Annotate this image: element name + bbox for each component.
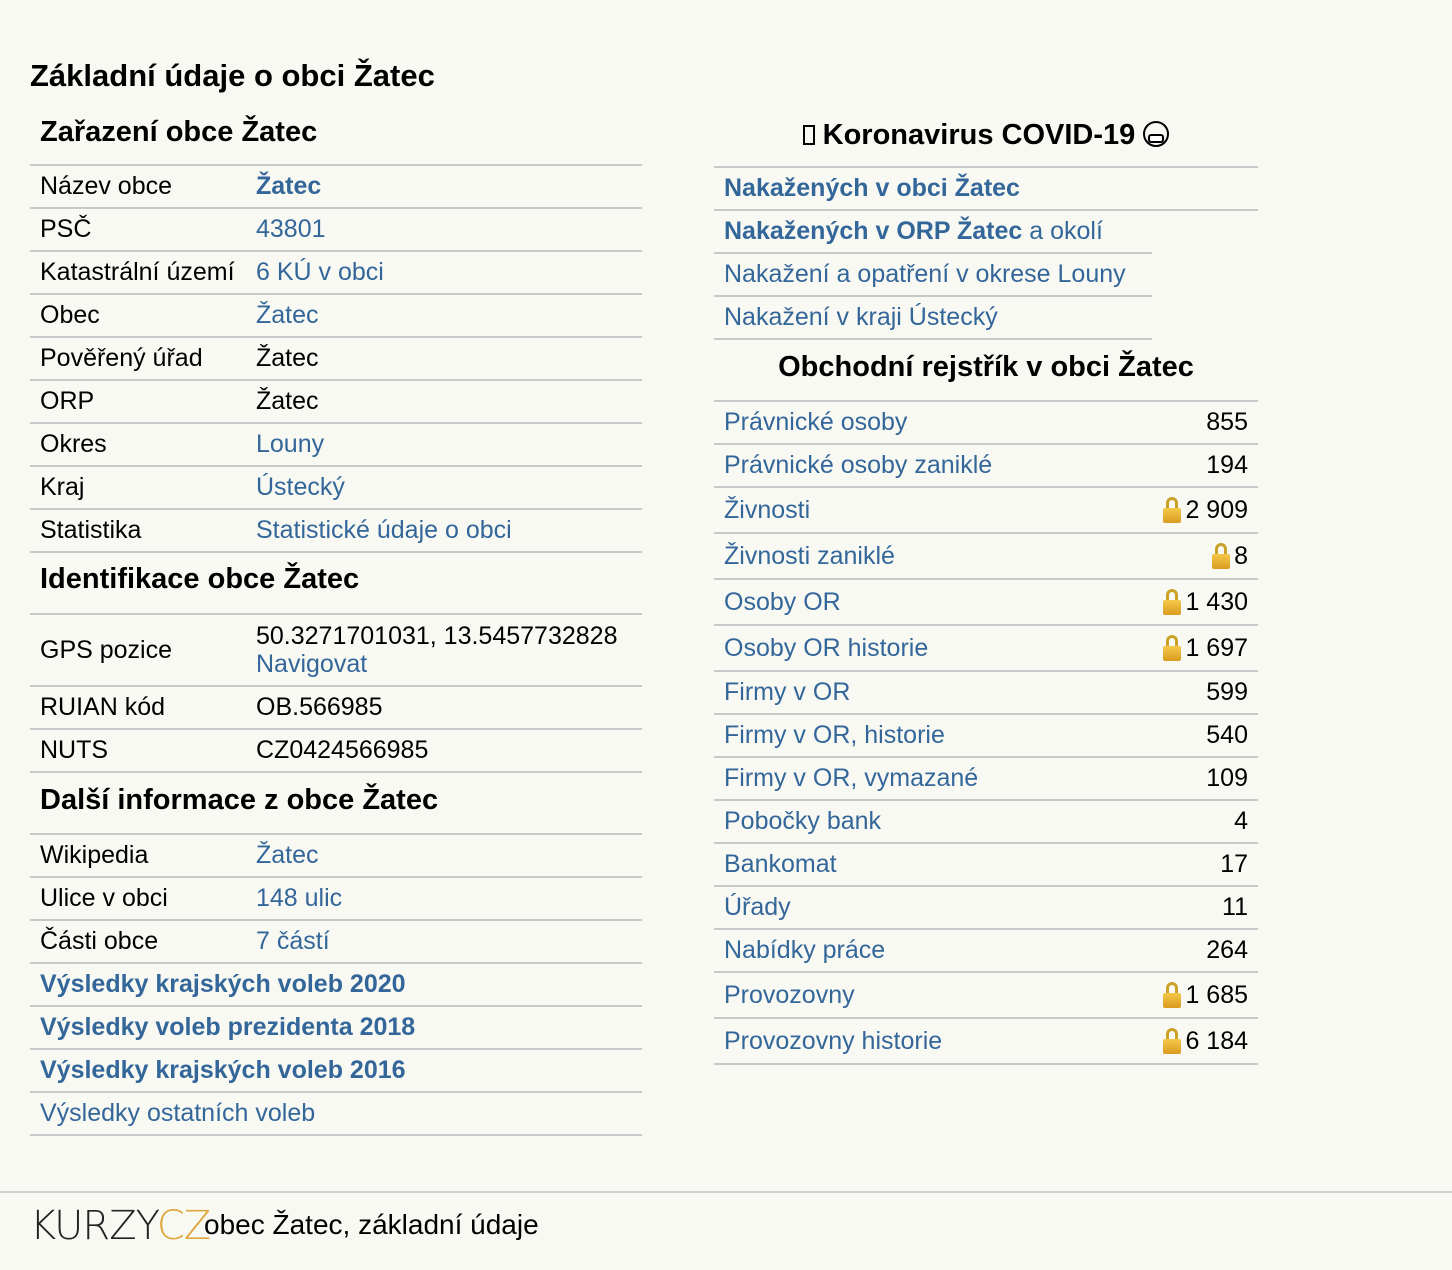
rejstrik-row[interactable] bbox=[714, 715, 1258, 758]
missing-glyph-icon bbox=[803, 125, 815, 145]
rejstrik-count bbox=[1220, 850, 1248, 879]
gps-value-cell bbox=[246, 622, 642, 678]
lock-icon bbox=[1163, 635, 1181, 661]
rejstrik-label[interactable]: Živnosti bbox=[724, 495, 811, 524]
rejstrik-count bbox=[1222, 893, 1248, 922]
lock-icon bbox=[1212, 543, 1230, 569]
row-label: Obec bbox=[40, 301, 100, 329]
info-row bbox=[30, 835, 642, 878]
count-value: 2 909 bbox=[1185, 495, 1248, 524]
nuts-value: CZ0424566985 bbox=[256, 736, 429, 764]
rejstrik-count bbox=[1163, 634, 1248, 663]
face-mask-icon bbox=[1143, 121, 1169, 147]
row-value: Žatec bbox=[256, 344, 319, 372]
rejstrik-label[interactable]: Živnosti zaniklé bbox=[724, 541, 895, 570]
count-value: 855 bbox=[1206, 408, 1248, 436]
rejstrik-label[interactable]: Právnické osoby zaniklé bbox=[724, 451, 993, 479]
count-value: 1 430 bbox=[1185, 587, 1248, 616]
row-label: Wikipedia bbox=[40, 841, 149, 869]
count-value: 109 bbox=[1206, 764, 1248, 792]
info-row bbox=[30, 878, 642, 921]
rejstrik-count bbox=[1163, 588, 1248, 617]
covid-heading-text: Koronavirus COVID-19 bbox=[822, 119, 1136, 151]
footer bbox=[0, 1191, 1452, 1270]
count-value: 194 bbox=[1206, 451, 1248, 479]
dalsi-heading: Další informace z obce Žatec bbox=[30, 773, 642, 835]
ruian-label: RUIAN kód bbox=[40, 693, 166, 721]
row-label: Kraj bbox=[40, 473, 85, 501]
rejstrik-label[interactable]: Provozovny bbox=[724, 980, 855, 1009]
rejstrik-count bbox=[1163, 1027, 1248, 1056]
count-value: 4 bbox=[1234, 807, 1248, 835]
row-label: Ulice v obci bbox=[40, 884, 168, 912]
volby-row[interactable] bbox=[30, 1007, 642, 1050]
row-label: Pověřený úřad bbox=[40, 344, 203, 372]
row-label: Název obce bbox=[40, 172, 173, 200]
rejstrik-row[interactable] bbox=[714, 973, 1258, 1019]
ruian-row bbox=[30, 687, 642, 730]
row-label: Části obce bbox=[40, 927, 159, 955]
lock-icon bbox=[1163, 589, 1181, 615]
gps-label: GPS pozice bbox=[40, 635, 173, 664]
volby-link[interactable]: Výsledky ostatních voleb bbox=[40, 1099, 316, 1127]
covid-heading bbox=[714, 110, 1258, 168]
rejstrik-label[interactable]: Firmy v OR bbox=[724, 678, 851, 706]
row-label: Okres bbox=[40, 430, 107, 458]
covid-orp-link[interactable]: Nakažených v ORP Žatec bbox=[724, 217, 1023, 245]
covid-okres-link[interactable]: Nakažení a opatření v okrese Louny bbox=[724, 260, 1126, 288]
row-label: ORP bbox=[40, 387, 95, 415]
nuts-row bbox=[30, 730, 642, 773]
row-value[interactable]: Žatec bbox=[256, 841, 319, 869]
info-row bbox=[30, 510, 642, 553]
rejstrik-row[interactable] bbox=[714, 626, 1258, 672]
left-column bbox=[30, 110, 642, 1136]
rejstrik-label[interactable]: Provozovny historie bbox=[724, 1026, 943, 1055]
row-value[interactable]: 7 částí bbox=[256, 927, 330, 955]
volby-row[interactable] bbox=[30, 1050, 642, 1093]
count-value: 1 697 bbox=[1185, 633, 1248, 662]
volby-list bbox=[30, 964, 642, 1136]
count-value: 264 bbox=[1206, 936, 1248, 964]
footer-text: obec Žatec, základní údaje bbox=[204, 1209, 539, 1240]
volby-row[interactable] bbox=[30, 1093, 642, 1136]
navigate-link[interactable]: Navigovat bbox=[256, 650, 368, 678]
rejstrik-row[interactable] bbox=[714, 580, 1258, 626]
count-value: 599 bbox=[1206, 678, 1248, 706]
info-row bbox=[30, 467, 642, 510]
rejstrik-row[interactable] bbox=[714, 445, 1258, 488]
rejstrik-label[interactable]: Pobočky bank bbox=[724, 807, 882, 835]
rejstrik-row[interactable] bbox=[714, 1019, 1258, 1065]
rejstrik-label[interactable]: Právnické osoby bbox=[724, 408, 908, 436]
rejstrik-row[interactable] bbox=[714, 887, 1258, 930]
covid-kraj-link[interactable]: Nakažení v kraji Ústecký bbox=[724, 303, 998, 331]
info-row bbox=[30, 381, 642, 424]
row-value[interactable]: Žatec bbox=[256, 301, 319, 329]
info-row bbox=[30, 252, 642, 295]
info-row bbox=[30, 295, 642, 338]
count-value: 540 bbox=[1206, 721, 1248, 749]
count-value: 8 bbox=[1234, 541, 1248, 570]
volby-link[interactable]: Výsledky krajských voleb 2016 bbox=[40, 1056, 406, 1084]
row-value[interactable]: 148 ulic bbox=[256, 884, 343, 912]
rejstrik-count bbox=[1206, 408, 1248, 437]
row-value[interactable]: Žatec bbox=[256, 172, 322, 200]
covid-obec-link[interactable]: Nakažených v obci Žatec bbox=[724, 174, 1020, 202]
rejstrik-count bbox=[1206, 764, 1248, 793]
ruian-value: OB.566985 bbox=[256, 693, 383, 721]
covid-orp-suffix[interactable]: a okolí bbox=[1022, 217, 1103, 245]
identifikace-heading: Identifikace obce Žatec bbox=[30, 553, 642, 615]
logo-kurzy: KURZY bbox=[30, 1203, 157, 1249]
gps-coordinates: 50.3271701031, 13.5457732828 bbox=[256, 622, 618, 650]
count-value: 11 bbox=[1222, 893, 1248, 921]
rejstrik-count bbox=[1206, 678, 1248, 707]
row-label: Katastrální území bbox=[40, 258, 235, 286]
nuts-label: NUTS bbox=[40, 736, 109, 764]
lock-icon bbox=[1163, 497, 1181, 523]
rejstrik-count bbox=[1163, 496, 1248, 525]
row-value[interactable]: 6 KÚ v obci bbox=[256, 258, 384, 286]
info-row bbox=[30, 209, 642, 252]
row-value[interactable]: Ústecký bbox=[256, 473, 345, 501]
row-value[interactable]: Statistické údaje o obci bbox=[256, 516, 512, 544]
count-value: 6 184 bbox=[1185, 1026, 1248, 1055]
rejstrik-row[interactable] bbox=[714, 534, 1258, 580]
rejstrik-label[interactable]: Firmy v OR, vymazané bbox=[724, 764, 979, 792]
rejstrik-row[interactable] bbox=[714, 402, 1258, 445]
lock-icon bbox=[1163, 1028, 1181, 1054]
row-label: Statistika bbox=[40, 516, 142, 544]
covid-link-orp[interactable] bbox=[714, 211, 1152, 254]
count-value: 17 bbox=[1220, 850, 1248, 878]
info-row bbox=[30, 921, 642, 964]
rejstrik-label[interactable]: Nabídky práce bbox=[724, 936, 886, 964]
count-value: 1 685 bbox=[1185, 980, 1248, 1009]
gps-row bbox=[30, 615, 642, 687]
info-row bbox=[30, 166, 642, 209]
info-row bbox=[30, 424, 642, 467]
volby-link[interactable]: Výsledky krajských voleb 2020 bbox=[40, 970, 406, 998]
page-title: Základní údaje o obci Žatec bbox=[30, 58, 435, 93]
rejstrik-table bbox=[714, 402, 1258, 1065]
kurzy-logo[interactable] bbox=[30, 1203, 210, 1249]
rejstrik-row[interactable] bbox=[714, 930, 1258, 973]
logo-cz: CZ bbox=[156, 1203, 211, 1249]
row-value[interactable]: 43801 bbox=[256, 215, 326, 243]
rejstrik-count bbox=[1206, 936, 1248, 965]
covid-link-kraj[interactable] bbox=[714, 297, 1152, 340]
rejstrik-heading: Obchodní rejstřík v obci Žatec bbox=[714, 340, 1258, 402]
covid-link-obec[interactable] bbox=[714, 168, 1258, 211]
rejstrik-count bbox=[1212, 542, 1248, 571]
rejstrik-row[interactable] bbox=[714, 844, 1258, 887]
rejstrik-row[interactable] bbox=[714, 758, 1258, 801]
volby-link[interactable]: Výsledky voleb prezidenta 2018 bbox=[40, 1013, 416, 1041]
rejstrik-count bbox=[1206, 451, 1248, 480]
covid-link-okres[interactable] bbox=[714, 254, 1152, 297]
zarazeni-heading: Zařazení obce Žatec bbox=[30, 110, 642, 166]
row-label: PSČ bbox=[40, 215, 92, 243]
rejstrik-label[interactable]: Osoby OR historie bbox=[724, 633, 929, 662]
rejstrik-label[interactable]: Firmy v OR, historie bbox=[724, 721, 945, 749]
volby-row[interactable] bbox=[30, 964, 642, 1007]
row-value: Žatec bbox=[256, 387, 319, 415]
info-row bbox=[30, 338, 642, 381]
rejstrik-label[interactable]: Bankomat bbox=[724, 850, 837, 878]
rejstrik-count bbox=[1163, 981, 1248, 1010]
rejstrik-row[interactable] bbox=[714, 801, 1258, 844]
rejstrik-label[interactable]: Úřady bbox=[724, 893, 791, 921]
right-column bbox=[714, 110, 1258, 1065]
rejstrik-label[interactable]: Osoby OR bbox=[724, 587, 841, 616]
rejstrik-count bbox=[1206, 721, 1248, 750]
rejstrik-row[interactable] bbox=[714, 488, 1258, 534]
rejstrik-row[interactable] bbox=[714, 672, 1258, 715]
row-value[interactable]: Louny bbox=[256, 430, 325, 458]
zarazeni-table bbox=[30, 166, 642, 553]
rejstrik-count bbox=[1234, 807, 1248, 836]
dalsi-table bbox=[30, 835, 642, 964]
lock-icon bbox=[1163, 982, 1181, 1008]
